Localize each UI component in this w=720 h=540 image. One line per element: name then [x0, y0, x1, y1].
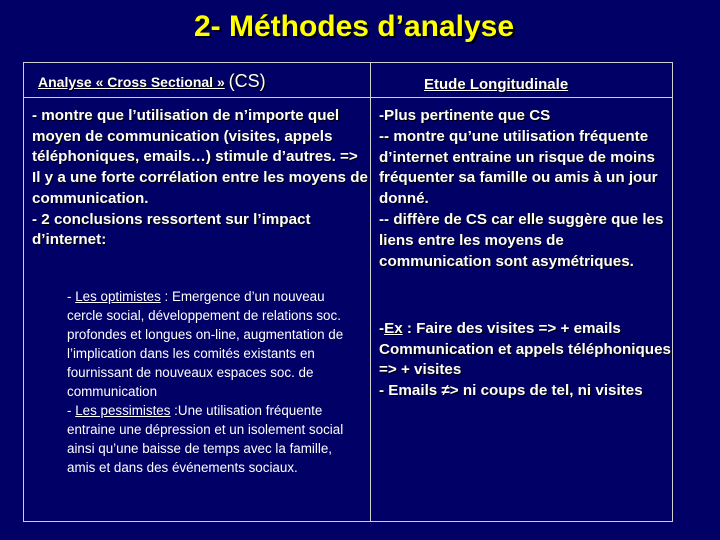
- left-header-suffix: (CS): [228, 71, 266, 91]
- right-column-body: [379, 106, 671, 272]
- example-prefix: -: [379, 320, 385, 337]
- header-divider: [24, 97, 672, 98]
- right-column-example: [379, 319, 671, 401]
- right-line-asymmetric: -- diffère de CS car elle suggère que les liens entre les moyens de communication sont asymétriques.: [379, 210, 664, 270]
- slide-title: 2- Méthodes d’analyse: [193, 10, 515, 43]
- left-para-conclusions: - 2 conclusions ressortent sur l’impact d’internet:: [32, 210, 311, 249]
- optimists-label: Les optimistes: [75, 289, 161, 304]
- comparison-table: [23, 62, 673, 522]
- left-column-header: [38, 71, 266, 92]
- right-line-frequent-use: -- montre qu’une utilisation fréquente d’internet entraine un risque de moins fréquenter sa famille ou amis à un jour donné.: [379, 127, 658, 208]
- pessimists-item: [67, 401, 357, 477]
- optimists-prefix: -: [67, 289, 76, 304]
- column-divider: [370, 63, 371, 521]
- example-label: Ex: [384, 320, 403, 337]
- example-text: : Faire des visites => + emails Communication et appels téléphoniques => + visites: [379, 320, 671, 379]
- left-para-correlation: - montre que l’utilisation de n’importe quel moyen de communication (visites, appels téléphoniques, emails…) stimule d’autres. => Il y a une forte corrélation entre les moyens de communication.: [32, 107, 368, 207]
- pessimists-prefix: -: [67, 403, 76, 418]
- example-emails-line: - Emails ≠> ni coups de tel, ni visites: [379, 381, 643, 399]
- pessimists-label: Les pessimistes: [75, 403, 171, 418]
- right-column-header: Etude Longitudinale: [424, 76, 569, 93]
- pessimists-text: :Une utilisation fréquente entraine une dépression et un isolement social ainsi qu’une baisse de temps avec la famille, amis et dans des événements sociaux.: [67, 403, 344, 475]
- left-header-main: Analyse « Cross Sectional »: [38, 74, 225, 90]
- right-line-pertinent: -Plus pertinente que CS: [379, 107, 551, 124]
- left-column-body: [32, 106, 370, 251]
- left-column-subpoints: [67, 287, 357, 477]
- example-item: [379, 319, 671, 381]
- optimists-text: : Emergence d’un nouveau cercle social, développement de relations soc. profondes et longues on-line, augmentation de l’implication dans les comités existants en fournissant de nouveaux espaces soc. de communication: [67, 289, 344, 399]
- optimists-item: [67, 287, 357, 401]
